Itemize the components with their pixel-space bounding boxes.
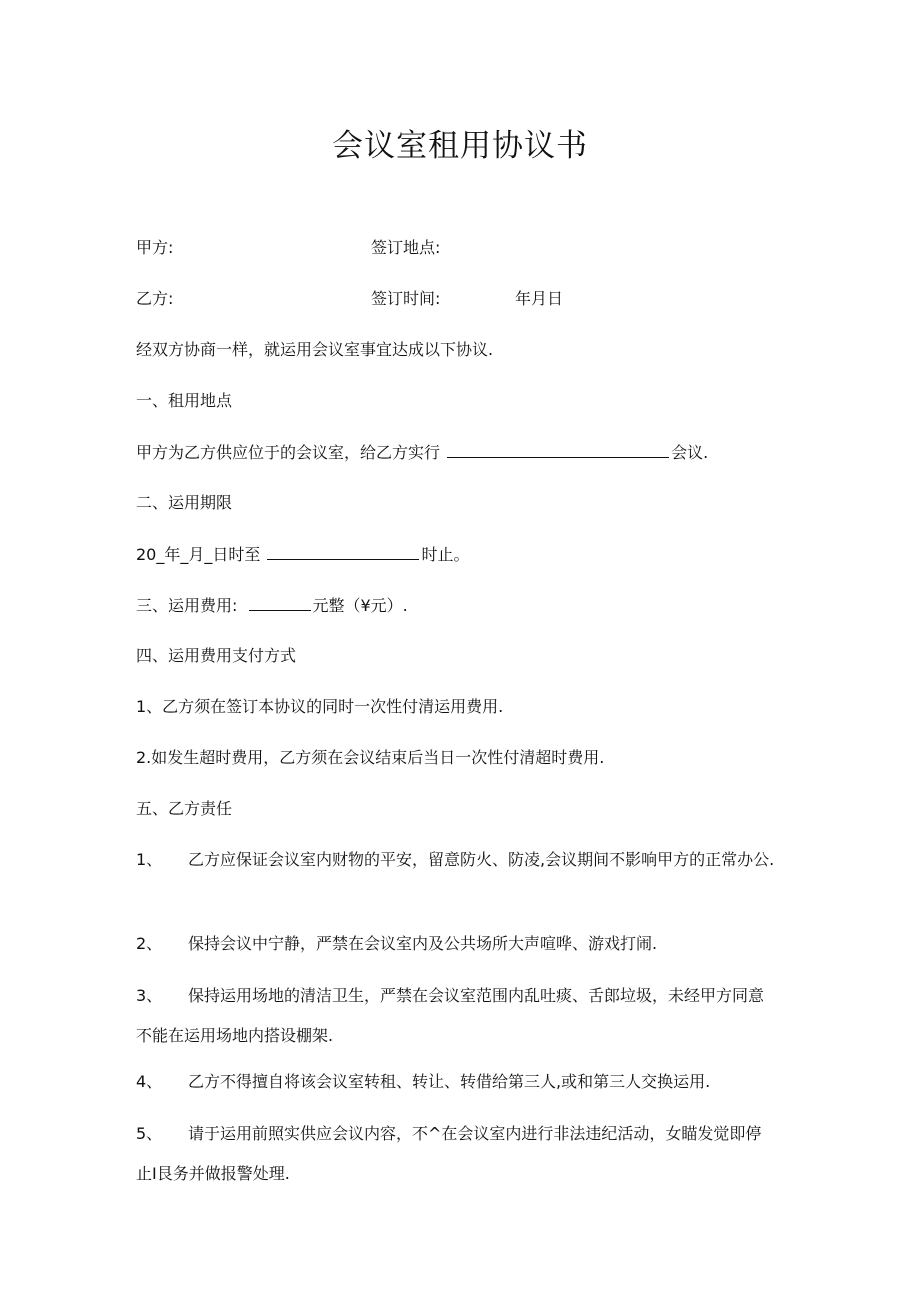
section2-text-after: 时止。 <box>421 545 470 564</box>
meeting-name-blank <box>447 440 669 458</box>
section5-item2-num: 2、 <box>136 934 163 953</box>
section5-item5-text: 请于运用前照实供应会议内容，不^在会议室内进行非法违纪活动，女瞄发觉即停止I艮务并做报警处理. <box>136 1124 762 1183</box>
section5-item1-num: 1、 <box>136 850 163 869</box>
document-title: 会议室租用协议书 <box>332 128 588 164</box>
section4-item1: 1、乙方须在签订本协议的同时一次性付清运用费用. <box>136 697 504 716</box>
section2-text <box>136 542 469 567</box>
section2-text-before: 20_年_月_日时至 <box>136 545 261 564</box>
end-time-blank <box>267 542 419 560</box>
section5-item4-text: 乙方不得擅自将该会议室转租、转让、转借给第三人,或和第三人交换运用. <box>188 1072 711 1091</box>
section5-item4-num: 4、 <box>136 1072 163 1091</box>
section1-text-before: 甲方为乙方供应位于的会议室，给乙方实行 <box>136 443 441 462</box>
section3-text-after: 元整（¥元）. <box>312 596 408 615</box>
section2-heading: 二、运用期限 <box>136 493 233 512</box>
section5-item3 <box>136 976 776 1056</box>
section4-heading: 四、运用费用支付方式 <box>136 646 297 665</box>
section3-text <box>136 593 408 618</box>
section1-text-after: 会议. <box>671 443 709 462</box>
sign-date-placeholder: 年月日 <box>515 289 564 308</box>
section5-item3-num: 3、 <box>136 986 163 1005</box>
intro-paragraph: 经双方协商一样，就运用会议室事宜达成以下协议. <box>136 340 494 359</box>
section5-item1 <box>136 840 776 880</box>
section5-heading: 五、乙方责任 <box>136 799 233 818</box>
section5-item1-text: 乙方应保证会议室内财物的平安，留意防火、防凌,会议期间不影响甲方的正常办公. <box>188 850 775 869</box>
sign-place-label: 签订地点: <box>371 238 441 257</box>
section5-item5 <box>136 1114 776 1194</box>
section5-item3-text: 保持运用场地的清洁卫生，严禁在会议室范围内乱吐痰、舌郎垃圾，未经甲方同意不能在运用场地内搭设棚架. <box>136 986 765 1045</box>
section5-item2 <box>136 924 776 964</box>
section5-item5-num: 5、 <box>136 1124 163 1143</box>
fee-amount-blank <box>249 593 311 611</box>
section5-item4 <box>136 1062 776 1102</box>
sign-time-label: 签订时间: <box>371 289 441 308</box>
party-a-label: 甲方: <box>136 238 174 257</box>
section4-item2: 2.如发生超时费用，乙方须在会议结束后当日一次性付清超时费用. <box>136 748 605 767</box>
party-b-label: 乙方: <box>136 289 174 308</box>
section5-item2-text: 保持会议中宁静，严禁在会议室内及公共场所大声喧哗、游戏打闹. <box>188 934 658 953</box>
section1-heading: 一、租用地点 <box>136 391 233 410</box>
section3-text-before: 三、运用费用: <box>136 596 238 615</box>
section1-text <box>136 440 708 465</box>
